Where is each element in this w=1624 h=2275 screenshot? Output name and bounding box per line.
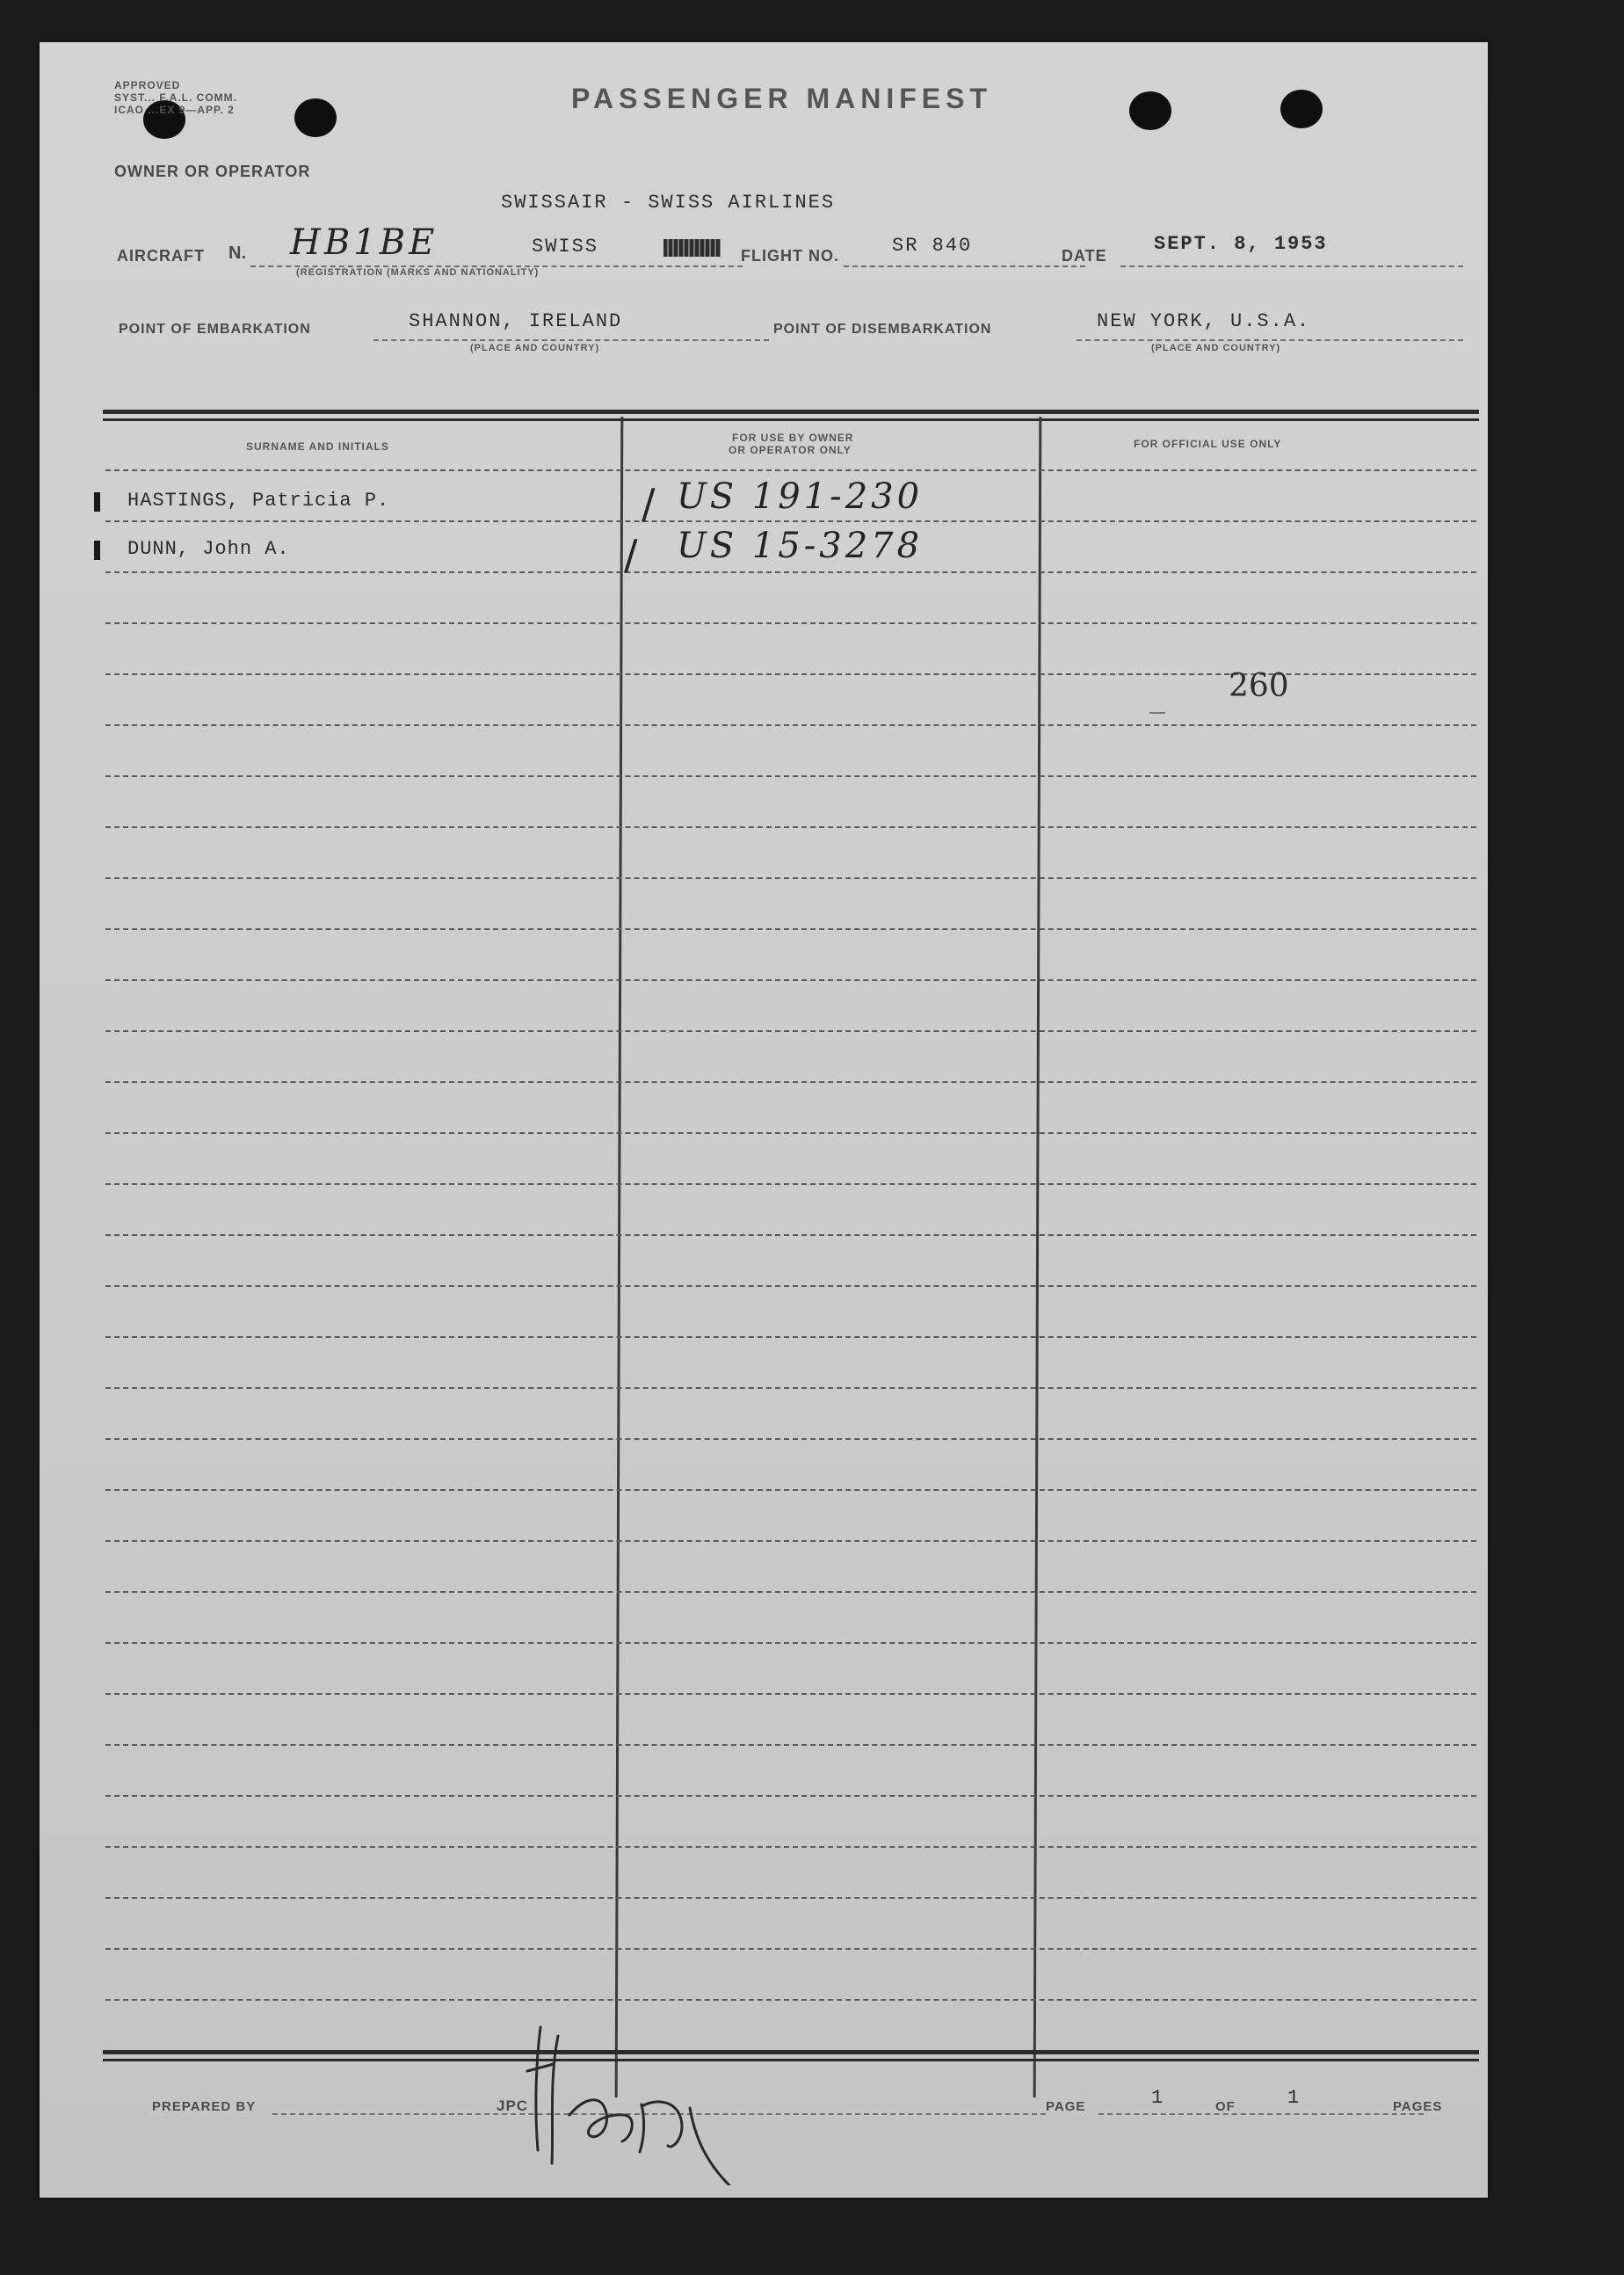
- pages-total: 1: [1287, 2087, 1301, 2109]
- row-rule: [105, 1081, 1476, 1083]
- row-rule: [105, 1489, 1476, 1491]
- row-rule: [105, 724, 1476, 726]
- aircraft-nationality: SWISS: [532, 236, 599, 258]
- row-rule: [105, 1999, 1476, 2001]
- page-line: [1098, 2113, 1424, 2115]
- table-top-rule-2: [103, 418, 1479, 421]
- row-rule: [105, 1897, 1476, 1899]
- date-label: DATE: [1062, 247, 1107, 265]
- owner-value: SWISSAIR - SWISS AIRLINES: [501, 192, 836, 214]
- aircraft-registration: HB1BE: [290, 222, 439, 263]
- of-label: OF: [1215, 2099, 1236, 2114]
- column-header-surname: SURNAME AND INITIALS: [246, 440, 389, 453]
- passenger-name: HASTINGS, Patricia P.: [127, 490, 390, 512]
- embark-label: POINT OF EMBARKATION: [119, 322, 311, 337]
- row-rule: [105, 1438, 1476, 1440]
- pages-label: PAGES: [1393, 2099, 1443, 2114]
- row-rule: [105, 571, 1476, 573]
- flight-label: FLIGHT NO.: [741, 247, 839, 265]
- disembark-line: [1077, 339, 1463, 341]
- punch-hole: [1280, 90, 1323, 128]
- date-value: SEPT. 8, 1953: [1154, 233, 1328, 255]
- row-rule: [105, 622, 1476, 624]
- handwritten-check: /: [642, 480, 656, 527]
- passenger-row-marker: [94, 492, 100, 512]
- column-header-owner-use-2: OR OPERATOR ONLY: [729, 444, 852, 456]
- column-header-owner-use-1: FOR USE BY OWNER: [732, 432, 854, 444]
- embark-value: SHANNON, IRELAND: [409, 310, 623, 332]
- official-note-dash: [1149, 712, 1165, 714]
- row-rule: [105, 775, 1476, 777]
- aircraft-caption: (REGISTRATION (MARKS AND NATIONALITY): [296, 267, 540, 278]
- row-rule: [105, 1948, 1476, 1950]
- row-rule: [105, 928, 1476, 930]
- page-label: PAGE: [1046, 2099, 1086, 2114]
- row-rule: [105, 1795, 1476, 1797]
- approval-line: APPROVED: [114, 79, 181, 91]
- aircraft-label: AIRCRAFT: [117, 247, 205, 265]
- row-rule: [105, 469, 1476, 471]
- row-rule: [105, 1846, 1476, 1848]
- row-rule: [105, 1387, 1476, 1389]
- row-rule: [105, 1336, 1476, 1338]
- row-rule: [105, 877, 1476, 879]
- approval-line: ICAO ...EX 9—APP. 2: [114, 104, 235, 116]
- row-rule: [105, 1183, 1476, 1185]
- struck-out-mark: [663, 239, 721, 257]
- handwritten-check: /: [624, 531, 638, 578]
- row-rule: [105, 1591, 1476, 1593]
- manifest-sheet: [40, 42, 1488, 2198]
- row-rule: [105, 520, 1476, 522]
- passenger-document-number: US 15-3278: [677, 526, 924, 566]
- owner-label: OWNER OR OPERATOR: [114, 163, 311, 180]
- embark-line: [373, 339, 769, 341]
- row-rule: [105, 1642, 1476, 1644]
- punch-hole: [294, 98, 337, 137]
- signature: [501, 2010, 800, 2185]
- flight-line: [844, 265, 1085, 267]
- column-header-official: FOR OFFICIAL USE ONLY: [1134, 438, 1282, 450]
- table-top-rule: [103, 410, 1479, 414]
- row-rule: [105, 1030, 1476, 1032]
- disembark-label: POINT OF DISEMBARKATION: [773, 322, 992, 337]
- official-note: 260: [1229, 668, 1289, 704]
- page-number: 1: [1151, 2087, 1165, 2109]
- embark-caption: (PLACE AND COUNTRY): [470, 343, 600, 353]
- approval-line: SYST... F.A.L. COMM.: [114, 91, 238, 104]
- row-rule: [105, 1234, 1476, 1236]
- disembark-value: NEW YORK, U.S.A.: [1097, 310, 1311, 332]
- prepared-initials: JPC: [497, 2097, 529, 2114]
- row-rule: [105, 1540, 1476, 1542]
- date-line: [1120, 265, 1463, 267]
- row-rule: [105, 826, 1476, 828]
- row-rule: [105, 1693, 1476, 1695]
- passenger-document-number: US 191-230: [677, 476, 924, 517]
- row-rule: [105, 1744, 1476, 1746]
- aircraft-n-mark: N.: [228, 243, 246, 263]
- row-rule: [105, 1132, 1476, 1134]
- punch-hole: [1129, 91, 1171, 130]
- passenger-row-marker: [94, 541, 100, 560]
- row-rule: [105, 979, 1476, 981]
- passenger-name: DUNN, John A.: [127, 538, 290, 560]
- disembark-caption: (PLACE AND COUNTRY): [1151, 343, 1281, 353]
- flight-value: SR 840: [892, 235, 973, 257]
- prepared-label: PREPARED BY: [152, 2099, 257, 2114]
- form-title: PASSENGER MANIFEST: [571, 83, 992, 114]
- row-rule: [105, 1285, 1476, 1287]
